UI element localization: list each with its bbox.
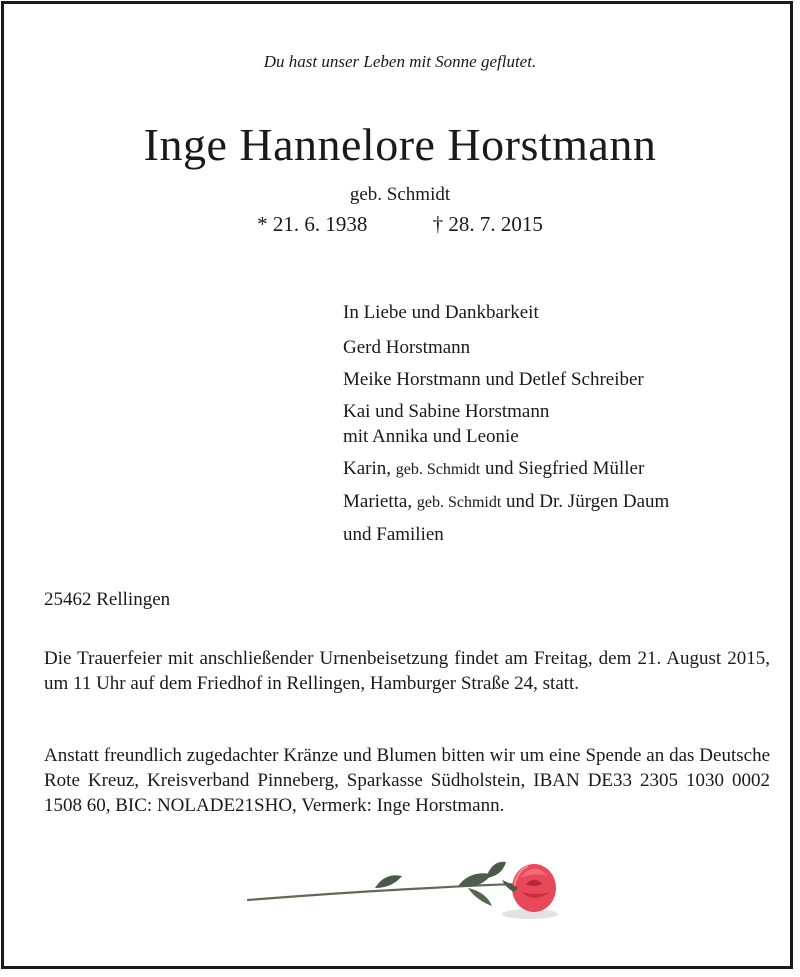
red-rose-icon bbox=[230, 848, 560, 928]
mourner-line bbox=[343, 456, 669, 482]
mourner-maiden-name: geb. Schmidt bbox=[416, 494, 502, 511]
mourner-partner: und Dr. Jürgen Daum bbox=[506, 491, 670, 512]
city: 25462 Rellingen bbox=[44, 589, 171, 610]
mourners-list bbox=[343, 300, 669, 554]
mourner-line: Gerd Horstmann bbox=[343, 337, 471, 358]
mourner-partner: und Siegfried Müller bbox=[484, 458, 645, 479]
funeral-notice: Die Trauerfeier mit anschließender Urnenbeisetzung findet am Freitag, dem 21. August 2015, um 11 Uhr auf dem Friedhof in Rellingen, Hamburger Straße 24, statt. bbox=[44, 648, 770, 694]
motto: Du hast unser Leben mit Sonne geflutet. bbox=[263, 52, 537, 71]
life-dates bbox=[0, 212, 800, 237]
mourner-line bbox=[343, 489, 669, 515]
mourner-line: mit Annika und Leonie bbox=[343, 426, 519, 447]
mourner-name: Karin, bbox=[343, 458, 392, 479]
death-date: † 28. 7. 2015 bbox=[432, 212, 543, 236]
donation-notice: Anstatt freundlich zugedachter Kränze und Blumen bitten wir um eine Spende an das Deutsche Rote Kreuz, Kreisverband Pinneberg, Sparkasse Südholstein, IBAN DE33 2305 1030 0002 1508 60, BIC: NOLADE21SHO, Vermerk: Inge Horstmann. bbox=[44, 745, 770, 816]
mourner-line: Kai und Sabine Horstmann bbox=[343, 401, 550, 422]
mourners-intro: In Liebe und Dankbarkeit bbox=[343, 302, 539, 323]
birth-date: * 21. 6. 1938 bbox=[257, 212, 368, 236]
mourner-name: Marietta, bbox=[343, 491, 413, 512]
mourner-maiden-name: geb. Schmidt bbox=[395, 461, 481, 478]
mourner-line: und Familien bbox=[343, 524, 444, 545]
maiden-name: geb. Schmidt bbox=[349, 184, 451, 205]
mourner-line: Meike Horstmann und Detlef Schreiber bbox=[343, 369, 644, 390]
deceased-name: Inge Hannelore Horstmann bbox=[143, 119, 657, 170]
